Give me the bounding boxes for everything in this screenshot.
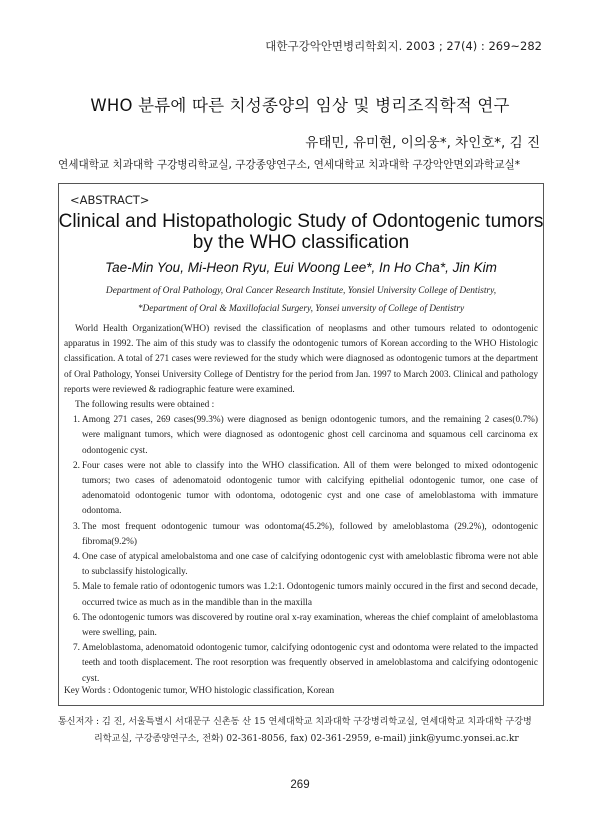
authors-korean: 유태민, 유미현, 이의웅*, 차인호*, 김 진 bbox=[305, 135, 540, 151]
keywords: Key Words : Odontogenic tumor, WHO histologic classification, Korean bbox=[64, 686, 335, 696]
result-item bbox=[64, 580, 538, 610]
result-text: Among 271 cases, 269 cases(99.3%) were diagnosed as benign odontogenic tumors, and the remaining 2 cases(0.7%) were malignant tumors, which were diagnosed as odontogenic ghost cell carcinoma and squamous cell carcinoma ex odontogenic cyst. bbox=[82, 415, 538, 456]
result-text: Four cases were not able to classify into the WHO classification. All of them were belonged to mixed odontogenic tumors; two cases of adenomatoid odontogenic tumor with calcifying epithelial odontogenic tumor, one case of adenomatoid odontogenic tumor with odontoma, odotogenic cyst and one case of ameloblastoma with immature odontoma. bbox=[82, 460, 538, 517]
affiliation-english-2: *Department of Oral & Maxillofacial Surgery, Yonsei unversity of College of Dentistry bbox=[137, 304, 465, 314]
abstract-body bbox=[64, 322, 538, 687]
affiliation-korean: 연세대학교 치과대학 구강병리학교실, 구강종양연구소, 연세대학교 치과대학 구강악안면외과학교실* bbox=[58, 159, 521, 171]
abstract-intro: World Health Organization(WHO) revised the classification of neoplasms and other tumours related to odontogenic apparatus in 1992. The aim of this study was to classify the odontogenic tumors of Korean according to the WHO Histologic classification. A total of 271 cases were reviewed for the study which were diagnosed as odontogenic tumors at the department of Oral Pathology, Yonsei University College of Dentistry for the period from Jan. 1997 to March 2003. Clinical and pathology reports were reviewed & radiographic feature were examined. bbox=[64, 324, 538, 395]
contact-line-2: 리학교실, 구강종양연구소, 전화) 02-361-8056, fax) 02-361-2959, e-mail) jink@yumc.yonsei.ac.kr bbox=[94, 734, 519, 744]
result-item bbox=[64, 413, 538, 459]
result-item bbox=[64, 641, 538, 687]
result-text: One case of atypical amelobalstoma and one case of calcifying odontogenic cyst with ameloblastic fibroma were not able to subclassify histologically. bbox=[82, 552, 538, 578]
article-title-english: Clinical and Histopathologic Study of Odontogenic tumors by the WHO classification bbox=[58, 211, 544, 253]
affiliation-english-1: Department of Oral Pathology, Oral Cancer Research Institute, Yonsiel University College of Dentistry, bbox=[105, 286, 497, 296]
result-number: 4. bbox=[73, 552, 80, 563]
authors-english: Tae-Min You, Mi-Heon Ryu, Eui Woong Lee*, In Ho Cha*, Jin Kim bbox=[105, 260, 497, 275]
journal-reference: 대한구강악안면병리학회지. 2003 ; 27(4) : 269~282 bbox=[265, 39, 542, 53]
corresponding-author bbox=[58, 714, 546, 748]
result-item bbox=[64, 520, 538, 550]
result-number: 7. bbox=[73, 643, 80, 654]
result-text: The odontogenic tumors was discovered by routine oral x-ray examination, whereas the chief complaint of ameloblastoma were swelling, pain. bbox=[82, 612, 538, 639]
result-text: Ameloblastoma, adenomatoid odontogenic tumor, calcifying odontogenic cyst and odontoma were related to the impacted teeth and tooth displacement. The root resorption was frequently observed in ameloblastoma and calcifying odontogenic cyst. bbox=[82, 643, 538, 684]
results-heading: The following results were obtained : bbox=[75, 400, 215, 411]
result-number: 1. bbox=[73, 415, 80, 426]
result-item bbox=[64, 459, 538, 520]
result-text: Male to female ratio of odontogenic tumors was 1.2:1. Odontogenic tumors mainly occured in the first and second decade, occurred twice as much as in the mandible than in the maxilla bbox=[82, 582, 538, 608]
abstract-label: <ABSTRACT> bbox=[70, 193, 150, 207]
result-text: The most frequent odontogenic tumour was odontoma(45.2%), followed by ameloblastoma (29.2%), odontogenic fibroma(9.2%) bbox=[82, 521, 538, 547]
page-number: 269 bbox=[290, 779, 310, 791]
results-list bbox=[64, 413, 538, 687]
result-number: 5. bbox=[73, 582, 80, 593]
result-number: 2. bbox=[73, 460, 80, 471]
contact-line-1: 통신저자 : 김 진, 서울특별시 서대문구 신촌동 산 15 연세대학교 치과대학 구강병리학교실, 연세대학교 치과대학 구강병 bbox=[58, 717, 532, 727]
result-item bbox=[64, 550, 538, 580]
result-number: 3. bbox=[73, 521, 80, 532]
result-item bbox=[64, 611, 538, 641]
result-number: 6. bbox=[73, 612, 80, 623]
article-title-korean: WHO 분류에 따른 치성종양의 임상 및 병리조직학적 연구 bbox=[90, 96, 510, 115]
